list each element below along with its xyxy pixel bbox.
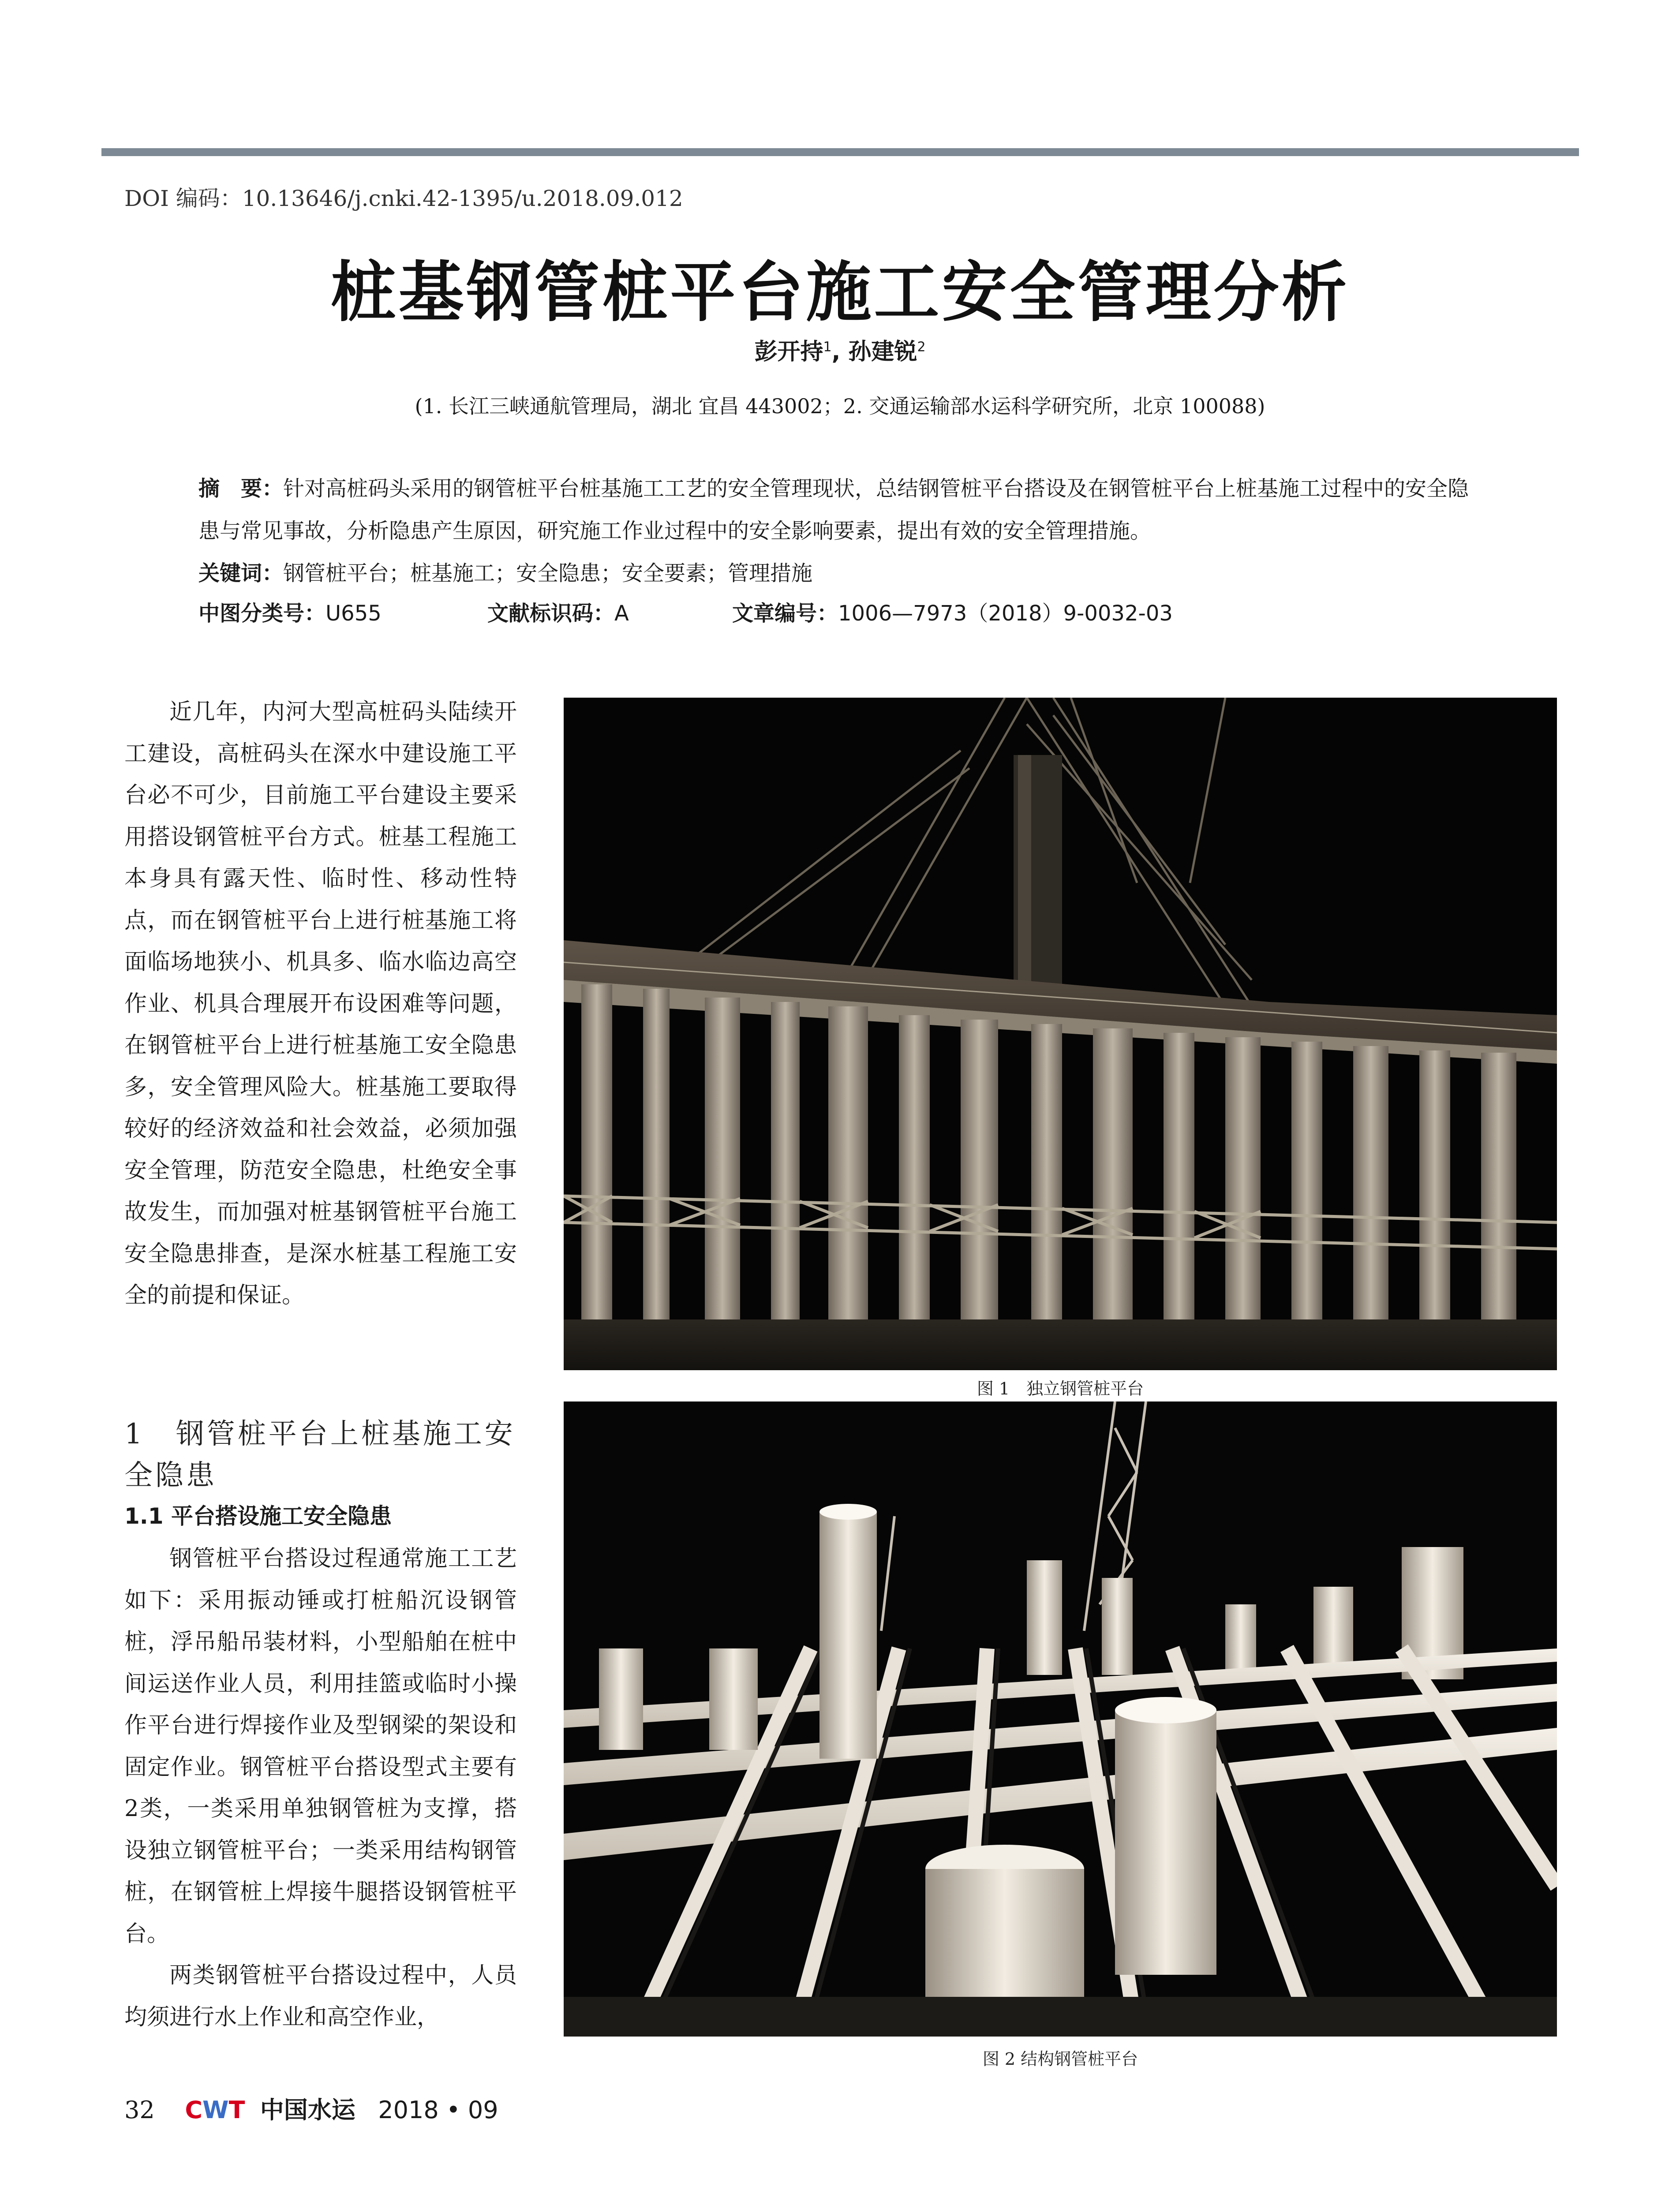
document-code (487, 596, 629, 627)
artno-value: 1006—7973（2018）9-0032-03 (838, 601, 1173, 626)
doccode-label: 文献标识码： (487, 601, 615, 626)
clc-label: 中图分类号： (198, 601, 326, 626)
author-separator: , (831, 339, 849, 365)
section-1-1-body (124, 1538, 517, 2038)
section-1-1-heading: 1.1 平台搭设施工安全隐患 (124, 1503, 392, 1529)
section-1-heading: 1 钢管桩平台上桩基施工安全隐患 (124, 1418, 516, 1492)
figure-1-photo (564, 698, 1557, 1370)
keywords-text: 钢管桩平台；桩基施工；安全隐患；安全要素；管理措施 (283, 561, 813, 586)
figure-2-photo (564, 1401, 1557, 2037)
page-footer (124, 2091, 498, 2125)
brand-letter-c: C (185, 2096, 203, 2124)
article-number (732, 596, 1173, 627)
magazine-name: 中国水运 (260, 2096, 355, 2124)
paragraph-3: 两类钢管桩平台搭设过程中，人员均须进行水上作业和高空作业， (124, 1962, 517, 2030)
doccode-value: A (614, 601, 629, 626)
intro-paragraph (124, 691, 517, 1317)
figure-1-caption: 图 1 独立钢管桩平台 (977, 1379, 1144, 1398)
abstract-text: 针对高桩码头采用的钢管桩平台桩基施工工艺的安全管理现状，总结钢管桩平台搭设及在钢管桩平台上桩基施工过程中的安全隐患与常见事故，分析隐患产生原因，研究施工作业过程中的安全影响要素，提出有效的安全管理措施。 (198, 476, 1469, 543)
author-1: 彭开持 (754, 339, 823, 365)
clc-number (198, 596, 382, 627)
author-1-affil: 1 (823, 339, 832, 355)
brand-letter-w: W (202, 2096, 229, 2124)
author-2: 孙建锐 (848, 339, 917, 365)
author-2-affil: 2 (917, 339, 926, 355)
header-rule (101, 148, 1579, 156)
paragraph-2: 钢管桩平台搭设过程通常施工工艺如下：采用振动锤或打桩船沉设钢管桩，浮吊船吊装材料，小型船舶在桩中间运送作业人员，利用挂篮或临时小操作平台进行焊接作业及型钢梁的架设和固定作业。钢管桩平台搭设型式主要有2类，一类采用单独钢管桩为支撑，搭设独立钢管桩平台；一类采用结构钢管桩，在钢管桩上焊接牛腿搭设钢管桩平台。 (124, 1546, 517, 1947)
abstract (198, 467, 1478, 552)
keywords-label: 关键词： (198, 561, 284, 586)
doi-line: DOI 编码：10.13646/j.cnki.42-1395/u.2018.09.012 (124, 186, 683, 211)
artno-label: 文章编号： (732, 601, 838, 626)
issue-number: 2018 • 09 (378, 2096, 498, 2124)
keywords (198, 552, 1478, 594)
abstract-block (198, 467, 1478, 594)
page-title: 桩基钢管桩平台施工安全管理分析 (330, 254, 1350, 330)
affiliation: (1. 长江三峡通航管理局，湖北 宜昌 443002；2. 交通运输部水运科学研究所，北京 100088) (415, 394, 1265, 418)
intro-text: 近几年，内河大型高桩码头陆续开工建设，高桩码头在深水中建设施工平台必不可少，目前施工平台建设主要采用搭设钢管桩平台方式。桩基工程施工本身具有露天性、临时性、移动性特点，而在钢管桩平台上进行桩基施工将面临场地狭小、机具多、临水临边高空作业、机具合理展开布设困难等问题，在钢管桩平台上进行桩基施工安全隐患多，安全管理风险大。桩基施工要取得较好的经济效益和社会效益，必须加强安全管理，防范安全隐患，杜绝安全事故发生，而加强对桩基钢管桩平台施工安全隐患排查，是深水桩基工程施工安全的前提和保证。 (124, 699, 517, 1308)
brand-letter-t: T (228, 2096, 245, 2124)
figure-2-caption: 图 2 结构钢管桩平台 (982, 2049, 1138, 2069)
abstract-label: 摘 要： (198, 476, 284, 501)
clc-value: U655 (326, 601, 382, 626)
authors (0, 333, 1680, 366)
page-number: 32 (124, 2096, 155, 2124)
